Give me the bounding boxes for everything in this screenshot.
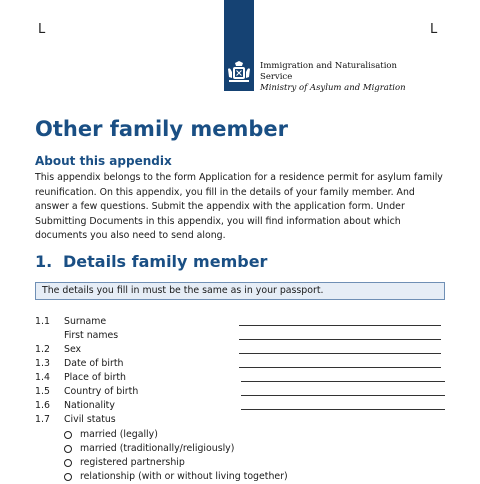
field-row-civil-status (35, 413, 455, 427)
corner-mark-left: L (38, 22, 46, 37)
field-label: Sex (64, 344, 82, 355)
nationality-input-line[interactable] (241, 409, 445, 410)
field-number: 1.2 (35, 344, 50, 355)
field-number: 1.6 (35, 400, 50, 411)
field-label: Country of birth (64, 386, 139, 397)
civil-status-options (64, 428, 288, 484)
sex-input-line[interactable] (239, 353, 441, 354)
field-number: 1.4 (35, 372, 50, 383)
date-of-birth-input-line[interactable] (239, 367, 441, 368)
section-title (35, 252, 267, 271)
field-label: Surname (64, 316, 107, 327)
field-label: Date of birth (64, 358, 124, 369)
radio-circle-icon[interactable] (64, 431, 72, 439)
option-label: relationship (with or without living together) (80, 471, 288, 482)
field-label: Nationality (64, 400, 115, 411)
civil-status-option[interactable] (64, 428, 288, 442)
place-of-birth-input-line[interactable] (241, 381, 445, 382)
field-label: First names (64, 330, 119, 341)
country-of-birth-input-line[interactable] (241, 395, 445, 396)
page-title: Other family member (35, 117, 288, 141)
civil-status-option[interactable] (64, 456, 288, 470)
organisation-name (260, 61, 406, 94)
passport-notice: The details you fill in must be the same as in your passport. (35, 282, 445, 300)
field-row-nationality (35, 399, 455, 413)
field-number: 1.3 (35, 358, 50, 369)
field-number: 1.7 (35, 414, 50, 425)
field-row-first-names (35, 329, 455, 343)
org-line-2: Service (260, 72, 293, 82)
radio-circle-icon[interactable] (64, 445, 72, 453)
field-label: Civil status (64, 414, 116, 425)
option-label: married (legally) (80, 429, 158, 440)
field-row-surname (35, 315, 455, 329)
details-field-list (35, 315, 455, 427)
civil-status-option[interactable] (64, 442, 288, 456)
corner-mark-right: L (430, 22, 438, 37)
option-label: registered partnership (80, 457, 185, 468)
section-number: 1. (35, 252, 53, 271)
field-number: 1.5 (35, 386, 50, 397)
first-names-input-line[interactable] (239, 339, 441, 340)
civil-status-option[interactable] (64, 470, 288, 484)
field-label: Place of birth (64, 372, 126, 383)
surname-input-line[interactable] (239, 325, 441, 326)
field-row-place-of-birth (35, 371, 455, 385)
section-title-text: Details family member (63, 252, 268, 271)
field-row-sex (35, 343, 455, 357)
field-row-date-of-birth (35, 357, 455, 371)
ministry-name: Ministry of Asylum and Migration (260, 83, 406, 93)
about-text: This appendix belongs to the form Application for a residence permit for asylum family reunification. On this appendix, you fill in the details of your family member. And answer a few questions. Submit the appendix with the application form. Under Submitting Documents in this appendix, you will find information about which documents you also need to send along. (35, 172, 443, 241)
option-label: married (traditionally/religiously) (80, 443, 235, 454)
field-number: 1.1 (35, 316, 50, 327)
crest-icon (226, 60, 252, 86)
radio-circle-icon[interactable] (64, 459, 72, 467)
org-line-1: Immigration and Naturalisation (260, 61, 398, 71)
field-row-country-of-birth (35, 385, 455, 399)
about-heading: About this appendix (35, 154, 172, 168)
